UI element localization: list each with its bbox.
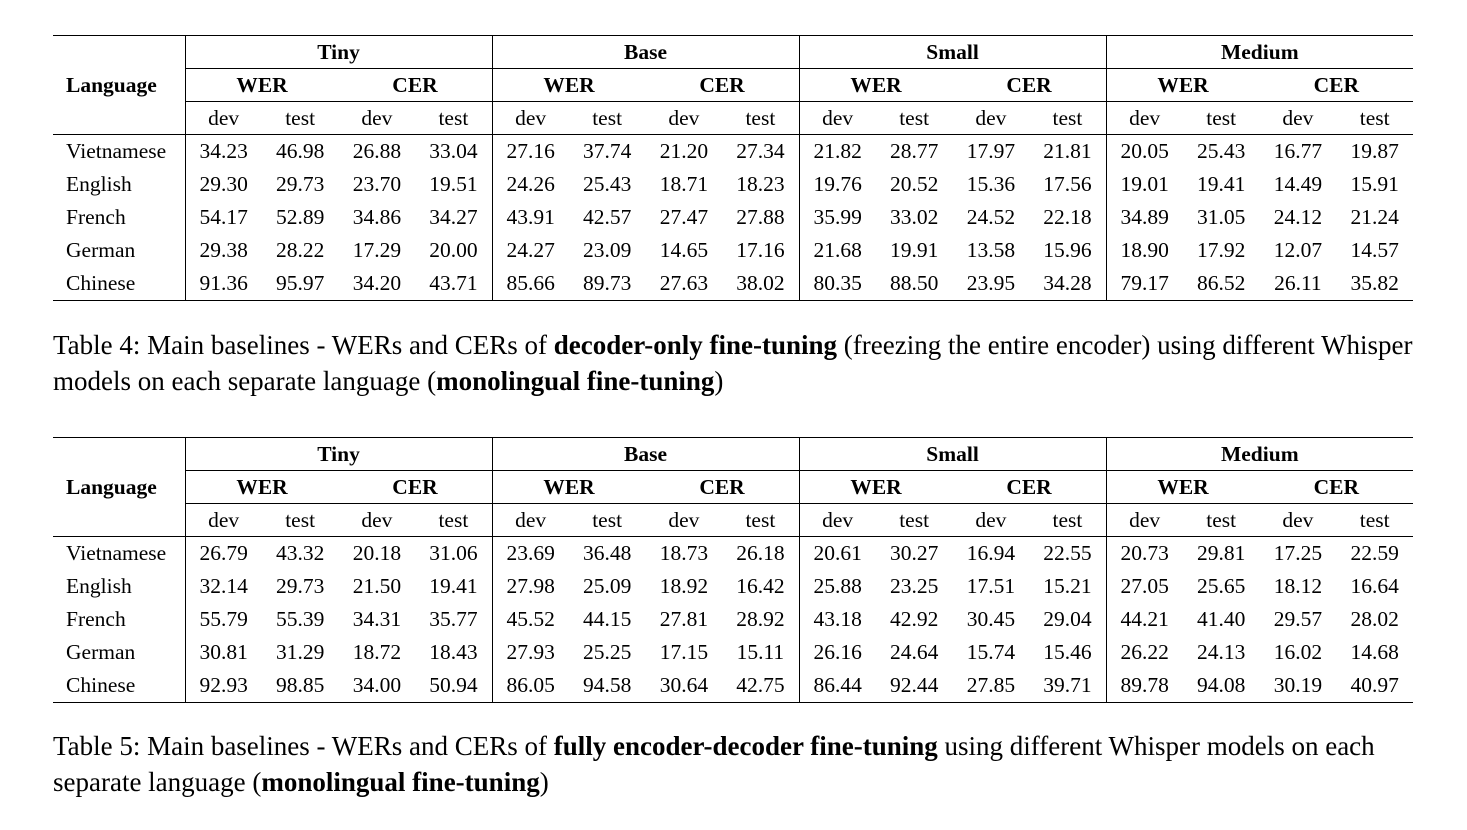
value-cell: 24.52 [966,205,1016,229]
metric-header: WER [1106,69,1260,102]
table-4-caption [53,327,1423,399]
table-5 [53,437,1413,703]
header-row-metrics [53,471,1413,504]
value-cell: 92.44 [876,669,953,703]
value-cell: 20.61 [799,537,876,571]
language-cell: French [66,607,126,631]
split-header: dev [799,102,876,135]
value-cell: 41.40 [1196,607,1246,631]
value-cell: 34.27 [429,205,478,229]
header-row-splits [53,504,1413,537]
header-row-splits [53,102,1413,135]
split-header: dev [492,102,569,135]
split-header: dev [185,102,262,135]
metric-header: WER [799,471,953,504]
value-cell: 30.81 [185,636,262,669]
split-header: dev [953,102,1030,135]
metric-header: WER [799,69,953,102]
value-cell: 20.18 [352,541,402,565]
value-cell: 13.58 [966,238,1016,262]
metric-header: CER [953,471,1107,504]
language-column-header: Language [53,36,185,135]
caption-bold-setting: monolingual fine-tuning [436,366,715,396]
value-cell: 89.73 [569,267,646,301]
split-header: test [415,102,492,135]
caption-suffix: ) [539,767,549,797]
value-cell: 42.75 [722,669,799,703]
value-cell: 17.92 [1196,238,1246,262]
caption-bold-setting: monolingual fine-tuning [261,767,540,797]
value-cell: 26.22 [1106,636,1183,669]
value-cell: 33.04 [429,139,478,163]
table-row [53,537,1413,571]
language-cell: French [66,205,126,229]
results-table-encoder-decoder [53,437,1413,703]
split-header: dev [799,504,876,537]
value-cell: 36.48 [582,541,632,565]
value-cell: 18.12 [1273,574,1323,598]
value-cell: 18.90 [1106,234,1183,267]
caption-suffix: ) [714,366,724,396]
value-cell: 95.97 [262,267,339,301]
value-cell: 28.92 [736,607,785,631]
value-cell: 34.89 [1106,201,1183,234]
value-cell: 23.95 [953,267,1030,301]
table-row [53,234,1413,267]
value-cell: 27.88 [736,205,785,229]
value-cell: 37.74 [582,139,632,163]
split-header: test [1029,102,1106,135]
split-header: test [1029,504,1106,537]
value-cell: 22.59 [1350,541,1399,565]
model-header: Medium [1106,438,1413,471]
value-cell: 46.98 [275,139,325,163]
value-cell: 27.47 [659,205,709,229]
table-row [53,267,1413,301]
metric-header: CER [646,69,800,102]
value-cell: 17.16 [736,238,785,262]
metric-header: WER [492,471,646,504]
language-cell: Chinese [53,267,185,301]
split-header: test [262,504,339,537]
value-cell: 14.49 [1273,172,1323,196]
value-cell: 18.73 [659,541,709,565]
value-cell: 45.52 [492,603,569,636]
value-cell: 31.06 [429,541,478,565]
value-cell: 23.70 [352,172,402,196]
value-cell: 26.79 [185,537,262,571]
value-cell: 28.22 [275,238,325,262]
value-cell: 24.27 [492,234,569,267]
value-cell: 34.86 [352,205,402,229]
value-cell: 19.01 [1106,168,1183,201]
split-header: dev [953,504,1030,537]
value-cell: 27.05 [1106,570,1183,603]
language-cell: Chinese [53,669,185,703]
value-cell: 20.00 [429,238,478,262]
metric-header: WER [185,471,339,504]
value-cell: 22.55 [1043,541,1092,565]
value-cell: 43.32 [275,541,325,565]
header-row-models [53,36,1413,69]
value-cell: 52.89 [275,205,325,229]
metric-header: CER [339,471,493,504]
table-row [53,636,1413,669]
value-cell: 91.36 [185,267,262,301]
value-cell: 94.08 [1183,669,1260,703]
value-cell: 92.93 [185,669,262,703]
value-cell: 25.65 [1196,574,1246,598]
split-header: test [1183,102,1260,135]
model-header: Tiny [185,36,492,69]
value-cell: 26.88 [352,139,402,163]
value-cell: 34.20 [339,267,416,301]
value-cell: 12.07 [1273,238,1323,262]
value-cell: 25.43 [1196,139,1246,163]
value-cell: 44.15 [582,607,632,631]
value-cell: 86.05 [492,669,569,703]
model-header: Small [799,36,1106,69]
language-cell: German [66,238,136,262]
header-row-models [53,438,1413,471]
model-header: Base [492,36,799,69]
value-cell: 22.18 [1043,205,1092,229]
language-cell: Vietnamese [66,139,167,163]
value-cell: 42.57 [582,205,632,229]
split-header: test [876,504,953,537]
split-header: test [415,504,492,537]
value-cell: 18.43 [429,640,478,664]
value-cell: 34.23 [185,135,262,169]
model-header: Medium [1106,36,1413,69]
metric-header: CER [1260,471,1414,504]
split-header: dev [339,504,416,537]
split-header: dev [1260,504,1337,537]
value-cell: 27.85 [953,669,1030,703]
value-cell: 16.94 [966,541,1016,565]
language-cell: English [66,574,132,598]
value-cell: 79.17 [1106,267,1183,301]
value-cell: 16.42 [736,574,785,598]
value-cell: 17.25 [1273,541,1323,565]
value-cell: 20.73 [1106,537,1183,571]
value-cell: 31.29 [275,640,325,664]
value-cell: 17.51 [966,574,1016,598]
value-cell: 29.57 [1273,607,1323,631]
value-cell: 29.30 [185,168,262,201]
split-header: dev [339,102,416,135]
value-cell: 31.05 [1196,205,1246,229]
value-cell: 27.63 [646,267,723,301]
value-cell: 34.31 [352,607,402,631]
value-cell: 18.72 [352,640,402,664]
value-cell: 24.12 [1273,205,1323,229]
value-cell: 80.35 [799,267,876,301]
value-cell: 33.02 [889,205,939,229]
model-header: Base [492,438,799,471]
value-cell: 19.76 [799,168,876,201]
table-4 [53,35,1413,301]
split-header: test [569,504,646,537]
table-row [53,201,1413,234]
split-header: dev [1260,102,1337,135]
split-header: test [1183,504,1260,537]
value-cell: 30.19 [1260,669,1337,703]
value-cell: 21.20 [659,139,709,163]
value-cell: 43.91 [492,201,569,234]
value-cell: 50.94 [415,669,492,703]
value-cell: 29.38 [185,234,262,267]
value-cell: 44.21 [1106,603,1183,636]
split-header: dev [646,504,723,537]
table-row [53,570,1413,603]
caption-prefix: Table 4: Main baselines - WERs and CERs of [53,330,554,360]
value-cell: 18.71 [659,172,709,196]
split-header: test [722,504,799,537]
value-cell: 25.09 [582,574,632,598]
value-cell: 27.16 [492,135,569,169]
table-row [53,135,1413,169]
value-cell: 25.25 [582,640,632,664]
value-cell: 17.29 [352,238,402,262]
value-cell: 24.26 [492,168,569,201]
split-header: dev [1106,102,1183,135]
value-cell: 23.25 [889,574,939,598]
value-cell: 18.92 [659,574,709,598]
value-cell: 24.64 [889,640,939,664]
value-cell: 30.64 [646,669,723,703]
value-cell: 27.34 [736,139,785,163]
split-header: test [876,102,953,135]
value-cell: 15.96 [1043,238,1092,262]
value-cell: 54.17 [185,201,262,234]
language-column-header: Language [53,438,185,537]
value-cell: 16.64 [1350,574,1399,598]
value-cell: 19.41 [1196,172,1246,196]
value-cell: 16.02 [1273,640,1323,664]
value-cell: 21.82 [799,135,876,169]
value-cell: 39.71 [1029,669,1106,703]
metric-header: CER [646,471,800,504]
value-cell: 34.00 [339,669,416,703]
header-row-metrics [53,69,1413,102]
value-cell: 14.68 [1350,640,1399,664]
value-cell: 88.50 [876,267,953,301]
value-cell: 35.82 [1336,267,1413,301]
value-cell: 35.99 [799,201,876,234]
value-cell: 27.81 [659,607,709,631]
value-cell: 40.97 [1336,669,1413,703]
split-header: test [722,102,799,135]
value-cell: 15.46 [1043,640,1092,664]
value-cell: 14.57 [1350,238,1399,262]
split-header: dev [1106,504,1183,537]
value-cell: 20.52 [889,172,939,196]
metric-header: CER [1260,69,1414,102]
caption-bold-method: fully encoder-decoder fine-tuning [553,731,938,761]
split-header: dev [492,504,569,537]
value-cell: 29.04 [1043,607,1092,631]
value-cell: 98.85 [262,669,339,703]
value-cell: 35.77 [429,607,478,631]
value-cell: 86.44 [799,669,876,703]
value-cell: 19.91 [889,238,939,262]
caption-middle: (freezing the entire encoder) using different Whisper models on each separate language ( [53,330,1413,396]
value-cell: 30.45 [966,607,1016,631]
split-header: test [262,102,339,135]
language-cell: German [66,640,136,664]
value-cell: 34.28 [1029,267,1106,301]
value-cell: 23.69 [492,537,569,571]
value-cell: 26.11 [1260,267,1337,301]
value-cell: 19.41 [429,574,478,598]
value-cell: 15.74 [966,640,1016,664]
value-cell: 24.13 [1196,640,1246,664]
value-cell: 43.18 [799,603,876,636]
value-cell: 38.02 [722,267,799,301]
value-cell: 14.65 [659,238,709,262]
caption-middle: using different Whisper models on each separate language ( [53,731,1375,797]
value-cell: 21.68 [799,234,876,267]
split-header: test [1336,102,1413,135]
split-header: test [569,102,646,135]
value-cell: 15.21 [1043,574,1092,598]
results-table-decoder-only [53,35,1413,301]
value-cell: 29.81 [1196,541,1246,565]
model-header: Small [799,438,1106,471]
language-cell: English [66,172,132,196]
value-cell: 16.77 [1273,139,1323,163]
value-cell: 30.27 [889,541,939,565]
value-cell: 26.16 [799,636,876,669]
value-cell: 17.15 [659,640,709,664]
value-cell: 15.36 [966,172,1016,196]
value-cell: 20.05 [1106,135,1183,169]
metric-header: WER [1106,471,1260,504]
language-cell: Vietnamese [66,541,167,565]
value-cell: 25.88 [799,570,876,603]
value-cell: 17.97 [966,139,1016,163]
value-cell: 29.73 [275,172,325,196]
value-cell: 21.24 [1350,205,1399,229]
value-cell: 28.02 [1350,607,1399,631]
value-cell: 28.77 [889,139,939,163]
value-cell: 15.11 [736,640,785,664]
metric-header: CER [339,69,493,102]
split-header: dev [646,102,723,135]
split-header: dev [185,504,262,537]
value-cell: 32.14 [185,570,262,603]
value-cell: 55.79 [185,603,262,636]
value-cell: 21.50 [352,574,402,598]
caption-prefix: Table 5: Main baselines - WERs and CERs of [53,731,554,761]
value-cell: 89.78 [1106,669,1183,703]
value-cell: 19.51 [429,172,478,196]
value-cell: 15.91 [1350,172,1399,196]
metric-header: WER [185,69,339,102]
value-cell: 26.18 [736,541,785,565]
value-cell: 18.23 [736,172,785,196]
value-cell: 17.56 [1043,172,1092,196]
value-cell: 19.87 [1350,139,1399,163]
value-cell: 86.52 [1183,267,1260,301]
value-cell: 55.39 [275,607,325,631]
metric-header: WER [492,69,646,102]
split-header: test [1336,504,1413,537]
value-cell: 25.43 [582,172,632,196]
table-5-caption [53,728,1423,800]
value-cell: 21.81 [1043,139,1092,163]
value-cell: 85.66 [492,267,569,301]
value-cell: 23.09 [582,238,632,262]
value-cell: 43.71 [415,267,492,301]
table-row [53,168,1413,201]
value-cell: 27.93 [492,636,569,669]
table-row [53,669,1413,703]
value-cell: 27.98 [492,570,569,603]
table-row [53,603,1413,636]
value-cell: 29.73 [275,574,325,598]
caption-bold-method: decoder-only fine-tuning [553,330,838,360]
value-cell: 42.92 [889,607,939,631]
metric-header: CER [953,69,1107,102]
value-cell: 94.58 [569,669,646,703]
model-header: Tiny [185,438,492,471]
